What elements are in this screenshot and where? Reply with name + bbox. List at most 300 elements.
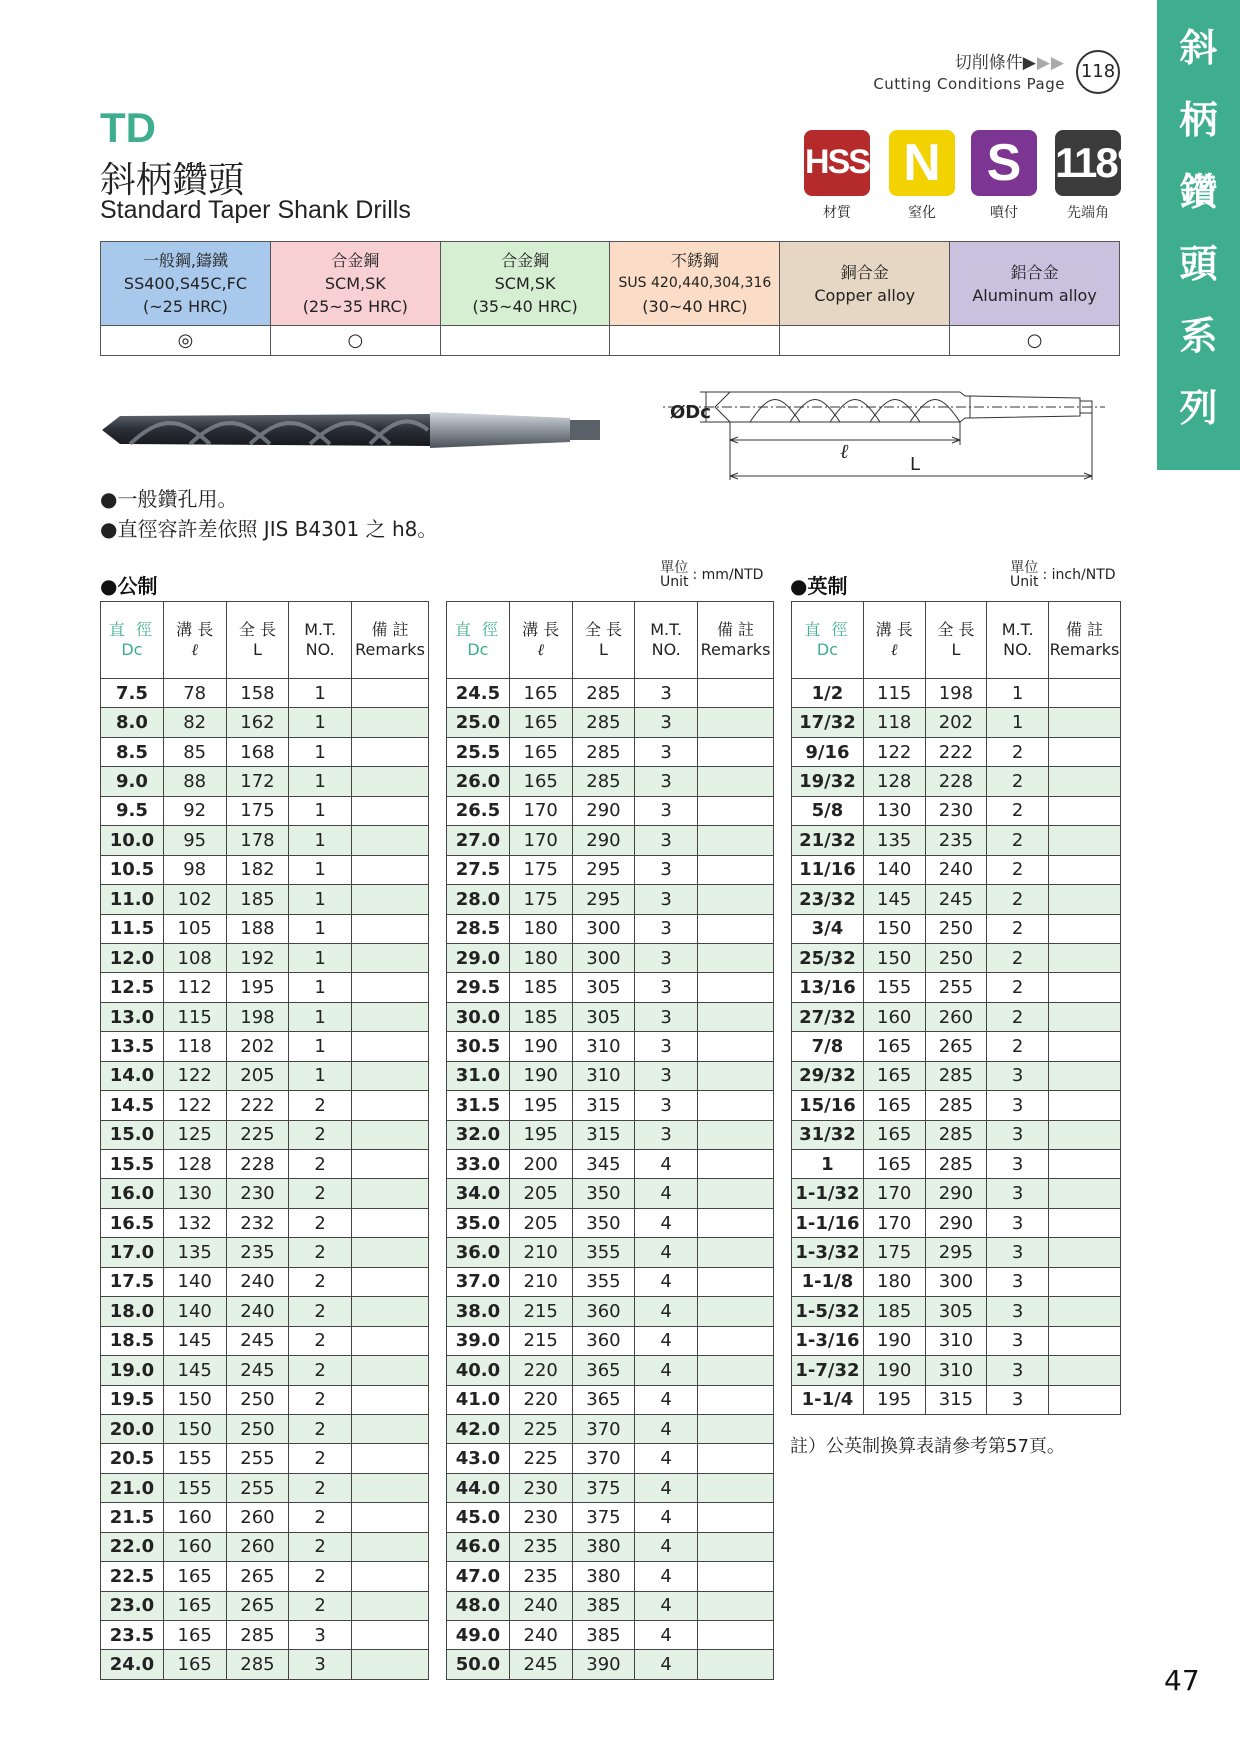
diameter-cell: 1-1/16 (792, 1208, 864, 1237)
table-row (101, 1208, 429, 1237)
table-row (101, 1532, 429, 1561)
overall-length-cell: 250 (226, 1414, 289, 1443)
overall-length-cell: 285 (925, 1150, 987, 1179)
flute-length-cell: 180 (509, 914, 572, 943)
remarks-cell (1048, 1032, 1120, 1061)
mt-no-cell: 2 (289, 1444, 352, 1473)
mt-no-cell: 3 (635, 914, 698, 943)
remarks-cell (698, 708, 774, 737)
overall-length-cell: 245 (226, 1326, 289, 1355)
overall-length-cell: 310 (925, 1326, 987, 1355)
table-row (447, 1032, 774, 1061)
diameter-cell: 34.0 (447, 1179, 510, 1208)
footnote: 註）公英制換算表請參考第57頁。 (790, 1436, 1065, 1457)
cutting-conditions-en: Cutting Conditions Page (873, 75, 1065, 93)
table-row (447, 767, 774, 796)
overall-length-cell: 375 (572, 1503, 635, 1532)
overall-length-cell: 385 (572, 1591, 635, 1620)
overall-length-cell: 360 (572, 1297, 635, 1326)
flute-length-cell: 155 (863, 973, 925, 1002)
overall-length-cell: 250 (925, 943, 987, 972)
table-row (792, 855, 1121, 884)
mt-no-cell: 2 (987, 796, 1049, 825)
remarks-cell (698, 1326, 774, 1355)
overall-length-cell: 360 (572, 1326, 635, 1355)
mt-no-cell: 2 (289, 1297, 352, 1326)
overall-length-cell: 202 (226, 1032, 289, 1061)
table-row (101, 885, 429, 914)
overall-length-label: L (910, 454, 921, 475)
mt-no-cell: 3 (987, 1120, 1049, 1149)
mt-no-cell: 2 (289, 1356, 352, 1385)
mt-no-cell: 1 (289, 973, 352, 1002)
overall-length-cell: 162 (226, 708, 289, 737)
mt-no-cell: 1 (289, 914, 352, 943)
cutting-conditions-page-link[interactable]: 118 (1076, 50, 1120, 94)
remarks-cell (1048, 973, 1120, 1002)
flute-length-cell: 190 (509, 1061, 572, 1090)
mt-no-cell: 3 (635, 1002, 698, 1031)
flute-length-cell: 118 (863, 708, 925, 737)
flute-length-cell: 170 (509, 826, 572, 855)
table-row (101, 1650, 429, 1679)
overall-length-cell: 365 (572, 1356, 635, 1385)
diameter-cell: 36.0 (447, 1238, 510, 1267)
mt-no-cell: 3 (635, 943, 698, 972)
remarks-cell (352, 1621, 429, 1650)
table-row (101, 943, 429, 972)
flute-length-cell: 145 (163, 1356, 226, 1385)
mt-no-cell: 2 (987, 914, 1049, 943)
overall-length-cell: 195 (226, 973, 289, 1002)
col-diameter: 直 徑 Dc (101, 602, 164, 679)
remarks-cell (352, 1091, 429, 1120)
overall-length-cell: 192 (226, 943, 289, 972)
overall-length-cell: 255 (226, 1473, 289, 1502)
diameter-cell: 28.0 (447, 885, 510, 914)
remarks-cell (698, 1120, 774, 1149)
diameter-cell: 22.5 (101, 1562, 164, 1591)
remarks-cell (352, 855, 429, 884)
flute-length-cell: 160 (863, 1002, 925, 1031)
flute-length-cell: 165 (509, 767, 572, 796)
overall-length-cell: 230 (226, 1179, 289, 1208)
col-overall-length: 全 長 L (226, 602, 289, 679)
flute-length-cell: 165 (863, 1061, 925, 1090)
flute-length-cell: 135 (863, 826, 925, 855)
overall-length-cell: 245 (226, 1356, 289, 1385)
diameter-cell: 1-1/4 (792, 1385, 864, 1414)
flute-length-cell: 122 (163, 1061, 226, 1090)
flute-length-cell: 112 (163, 973, 226, 1002)
diameter-cell: 12.5 (101, 973, 164, 1002)
diameter-cell: 11.0 (101, 885, 164, 914)
diameter-cell: 27.0 (447, 826, 510, 855)
table-row (101, 1267, 429, 1296)
mt-no-cell: 3 (987, 1267, 1049, 1296)
col-overall-length: 全 長 L (572, 602, 635, 679)
suitability-mark (780, 326, 950, 356)
table-row (792, 737, 1121, 766)
diameter-cell: 10.0 (101, 826, 164, 855)
remarks-cell (352, 1208, 429, 1237)
remarks-cell (352, 826, 429, 855)
remarks-cell (698, 1532, 774, 1561)
mt-no-cell: 2 (289, 1591, 352, 1620)
table-row (792, 1002, 1121, 1031)
flute-length-cell: 220 (509, 1356, 572, 1385)
diameter-cell: 14.5 (101, 1091, 164, 1120)
remarks-cell (352, 1444, 429, 1473)
table-row (792, 708, 1121, 737)
remarks-cell (352, 1414, 429, 1443)
diameter-cell: 45.0 (447, 1503, 510, 1532)
flute-length-cell: 165 (863, 1032, 925, 1061)
remarks-cell (698, 914, 774, 943)
remarks-cell (352, 973, 429, 1002)
col-flute-length: 溝 長 ℓ (863, 602, 925, 679)
diameter-cell: 23.0 (101, 1591, 164, 1620)
mt-no-cell: 1 (289, 826, 352, 855)
table-row (792, 1326, 1121, 1355)
diameter-cell: 40.0 (447, 1356, 510, 1385)
flute-length-cell: 165 (509, 737, 572, 766)
mt-no-cell: 4 (635, 1473, 698, 1502)
remarks-cell (352, 1562, 429, 1591)
mt-no-cell: 4 (635, 1238, 698, 1267)
table-row (101, 1326, 429, 1355)
side-tab-char: 列 (1179, 386, 1218, 430)
overall-length-cell: 260 (925, 1002, 987, 1031)
table-row (447, 1650, 774, 1679)
mt-no-cell: 3 (635, 767, 698, 796)
overall-length-cell: 222 (925, 737, 987, 766)
table-row (447, 973, 774, 1002)
flute-length-cell: 245 (509, 1650, 572, 1679)
flute-length-cell: 225 (509, 1414, 572, 1443)
flute-length-cell: 165 (163, 1562, 226, 1591)
flute-length-cell: 115 (163, 1002, 226, 1031)
flute-length-cell: 235 (509, 1532, 572, 1561)
overall-length-cell: 225 (226, 1120, 289, 1149)
mt-no-cell: 3 (289, 1650, 352, 1679)
remarks-cell (1048, 1002, 1120, 1031)
diameter-cell: 16.0 (101, 1179, 164, 1208)
flute-length-cell: 150 (163, 1385, 226, 1414)
table-row (101, 1591, 429, 1620)
table-row (447, 1002, 774, 1031)
remarks-cell (352, 1061, 429, 1090)
flute-length-cell: 205 (509, 1208, 572, 1237)
remarks-cell (352, 885, 429, 914)
diameter-cell: 33.0 (447, 1150, 510, 1179)
table-row (101, 1002, 429, 1031)
diameter-cell: 27.5 (447, 855, 510, 884)
flute-length-cell: 185 (863, 1297, 925, 1326)
flute-length-cell: 135 (163, 1238, 226, 1267)
remarks-cell (698, 796, 774, 825)
overall-length-cell: 175 (226, 796, 289, 825)
col-diameter: 直 徑 Dc (447, 602, 510, 679)
remarks-cell (352, 1120, 429, 1149)
overall-length-cell: 300 (925, 1267, 987, 1296)
table-row (447, 1444, 774, 1473)
remarks-cell (698, 1621, 774, 1650)
table-row (447, 679, 774, 708)
overall-length-cell: 285 (572, 767, 635, 796)
material-cell: 不銹鋼 SUS 420,440,304,316 (30~40 HRC) (610, 242, 780, 326)
overall-length-cell: 172 (226, 767, 289, 796)
diameter-cell: 15.5 (101, 1150, 164, 1179)
remarks-cell (352, 1356, 429, 1385)
table-row (792, 1179, 1121, 1208)
overall-length-cell: 310 (572, 1061, 635, 1090)
table-row (101, 708, 429, 737)
overall-length-cell: 290 (925, 1208, 987, 1237)
table-row (792, 1120, 1121, 1149)
diameter-cell: 22.0 (101, 1532, 164, 1561)
flute-length-cell: 165 (163, 1591, 226, 1620)
diameter-cell: 49.0 (447, 1621, 510, 1650)
diameter-cell: 41.0 (447, 1385, 510, 1414)
metric-table-left (100, 601, 429, 1680)
remarks-cell (1048, 1297, 1120, 1326)
table-row (792, 1032, 1121, 1061)
overall-length-cell: 305 (925, 1297, 987, 1326)
diameter-cell: 24.5 (447, 679, 510, 708)
overall-length-cell: 198 (226, 1002, 289, 1031)
remarks-cell (698, 1032, 774, 1061)
remarks-cell (1048, 679, 1120, 708)
side-tab-char: 頭 (1179, 242, 1218, 286)
diameter-cell: 37.0 (447, 1267, 510, 1296)
col-mt-no: M.T. NO. (289, 602, 352, 679)
mt-no-cell: 3 (987, 1150, 1049, 1179)
table-row (101, 1091, 429, 1120)
mt-no-cell: 1 (289, 679, 352, 708)
diameter-cell: 11.5 (101, 914, 164, 943)
overall-length-cell: 185 (226, 885, 289, 914)
overall-length-cell: 315 (572, 1120, 635, 1149)
remarks-cell (1048, 943, 1120, 972)
mt-no-cell: 3 (635, 737, 698, 766)
table-row (101, 914, 429, 943)
remarks-cell (698, 1591, 774, 1620)
flute-length-cell: 210 (509, 1267, 572, 1296)
overall-length-cell: 178 (226, 826, 289, 855)
diameter-cell: 5/8 (792, 796, 864, 825)
table-row (447, 1179, 774, 1208)
side-tab-char: 柄 (1179, 98, 1218, 142)
remarks-cell (1048, 1150, 1120, 1179)
mt-no-cell: 2 (987, 973, 1049, 1002)
col-diameter: 直 徑 Dc (792, 602, 864, 679)
col-remarks: 備 註 Remarks (352, 602, 429, 679)
mt-no-cell: 2 (987, 767, 1049, 796)
overall-length-cell: 285 (226, 1650, 289, 1679)
table-row (447, 1326, 774, 1355)
mt-no-cell: 2 (289, 1179, 352, 1208)
flute-length-cell: 175 (863, 1238, 925, 1267)
diameter-cell: 23/32 (792, 885, 864, 914)
mt-no-cell: 1 (289, 885, 352, 914)
table-row (447, 1091, 774, 1120)
remarks-cell (698, 1267, 774, 1296)
flute-length-cell: 175 (509, 885, 572, 914)
overall-length-cell: 380 (572, 1562, 635, 1591)
diameter-cell: 18.0 (101, 1297, 164, 1326)
mt-no-cell: 1 (289, 943, 352, 972)
table-row (792, 679, 1121, 708)
diameter-cell: 19/32 (792, 767, 864, 796)
flute-length-cell: 210 (509, 1238, 572, 1267)
remarks-cell (1048, 1385, 1120, 1414)
remarks-cell (352, 1179, 429, 1208)
flute-length-cell: 165 (863, 1120, 925, 1149)
mt-no-cell: 2 (987, 1002, 1049, 1031)
remarks-cell (1048, 1091, 1120, 1120)
table-row (792, 1238, 1121, 1267)
diameter-cell: 26.0 (447, 767, 510, 796)
suitability-mark: ◎ (101, 326, 271, 356)
remarks-cell (352, 708, 429, 737)
side-tab-char: 斜 (1179, 26, 1218, 70)
cutting-conditions-zh: 切削條件 (954, 53, 1023, 73)
suitability-mark: ○ (270, 326, 440, 356)
overall-length-cell: 315 (572, 1091, 635, 1120)
flute-length-cell: 175 (509, 855, 572, 884)
overall-length-cell: 232 (226, 1208, 289, 1237)
remarks-cell (698, 1444, 774, 1473)
badge-caption: 先端角 (1067, 205, 1109, 221)
table-row (792, 1208, 1121, 1237)
table-row (447, 826, 774, 855)
mt-no-cell: 2 (289, 1091, 352, 1120)
table-row (101, 973, 429, 1002)
diameter-cell: 15/16 (792, 1091, 864, 1120)
overall-length-cell: 350 (572, 1179, 635, 1208)
flute-length-cell: 160 (163, 1503, 226, 1532)
table-row (101, 1356, 429, 1385)
flute-length-cell: 165 (509, 708, 572, 737)
mt-no-cell: 3 (635, 855, 698, 884)
overall-length-cell: 188 (226, 914, 289, 943)
mt-no-cell: 1 (289, 855, 352, 884)
diameter-cell: 26.5 (447, 796, 510, 825)
coating-n-badge: N (889, 130, 955, 196)
table-row (447, 1297, 774, 1326)
remarks-cell (352, 1297, 429, 1326)
flute-length-cell: 95 (163, 826, 226, 855)
remarks-cell (1048, 826, 1120, 855)
table-row (447, 1532, 774, 1561)
table-row (792, 1356, 1121, 1385)
flute-length-cell: 180 (509, 943, 572, 972)
diameter-cell: 38.0 (447, 1297, 510, 1326)
mt-no-cell: 2 (289, 1503, 352, 1532)
table-row (447, 1503, 774, 1532)
remarks-cell (352, 796, 429, 825)
diameter-cell: 23.5 (101, 1621, 164, 1650)
diameter-cell: 24.0 (101, 1650, 164, 1679)
diameter-cell: 31/32 (792, 1120, 864, 1149)
table-row (447, 1385, 774, 1414)
remarks-cell (1048, 708, 1120, 737)
diameter-cell: 17.0 (101, 1238, 164, 1267)
mt-no-cell: 2 (289, 1120, 352, 1149)
remarks-cell (352, 1267, 429, 1296)
flute-length-cell: 92 (163, 796, 226, 825)
drill-diagram (660, 390, 1110, 490)
table-row (447, 1621, 774, 1650)
table-row (792, 914, 1121, 943)
mt-no-cell: 3 (987, 1208, 1049, 1237)
flute-length-cell: 185 (509, 1002, 572, 1031)
diameter-cell: 10.5 (101, 855, 164, 884)
overall-length-cell: 290 (572, 796, 635, 825)
diameter-cell: 20.0 (101, 1414, 164, 1443)
table-row (101, 1061, 429, 1090)
flute-length-cell: 190 (863, 1326, 925, 1355)
remarks-cell (698, 1414, 774, 1443)
diameter-cell: 28.5 (447, 914, 510, 943)
remarks-cell (1048, 885, 1120, 914)
page-number: 47 (1164, 1664, 1200, 1697)
mt-no-cell: 3 (635, 679, 698, 708)
table-row (792, 1385, 1121, 1414)
diameter-cell: 43.0 (447, 1444, 510, 1473)
col-flute-length: 溝 長 ℓ (163, 602, 226, 679)
flute-length-cell: 140 (863, 855, 925, 884)
flute-length-cell: 130 (163, 1179, 226, 1208)
diameter-cell: 9.5 (101, 796, 164, 825)
mt-no-cell: 2 (987, 885, 1049, 914)
overall-length-cell: 365 (572, 1385, 635, 1414)
metric-unit: 單位 Unit : mm/NTD (660, 560, 764, 590)
mt-no-cell: 4 (635, 1444, 698, 1473)
mt-no-cell: 4 (635, 1267, 698, 1296)
mt-no-cell: 4 (635, 1385, 698, 1414)
mt-no-cell: 2 (987, 737, 1049, 766)
mt-no-cell: 1 (289, 737, 352, 766)
table-row (447, 1414, 774, 1443)
remarks-cell (698, 855, 774, 884)
product-title-zh: 斜柄鑽頭 (100, 160, 245, 201)
table-row (792, 943, 1121, 972)
remarks-cell (352, 1473, 429, 1502)
mt-no-cell: 2 (289, 1385, 352, 1414)
flute-length-cell: 102 (163, 885, 226, 914)
remarks-cell (352, 1532, 429, 1561)
flute-length-cell: 128 (863, 767, 925, 796)
flute-length-cell: 190 (509, 1032, 572, 1061)
overall-length-cell: 205 (226, 1061, 289, 1090)
flute-length-cell: 150 (863, 914, 925, 943)
remarks-cell (698, 826, 774, 855)
flute-length-label: ℓ (840, 439, 849, 463)
mt-no-cell: 4 (635, 1356, 698, 1385)
flute-length-cell: 108 (163, 943, 226, 972)
diameter-cell: 21.5 (101, 1503, 164, 1532)
overall-length-cell: 300 (572, 914, 635, 943)
flute-length-cell: 145 (863, 885, 925, 914)
table-row (101, 1562, 429, 1591)
mt-no-cell: 1 (289, 1032, 352, 1061)
overall-length-cell: 285 (226, 1621, 289, 1650)
overall-length-cell: 295 (572, 885, 635, 914)
notes (100, 484, 437, 544)
suitability-mark (440, 326, 610, 356)
